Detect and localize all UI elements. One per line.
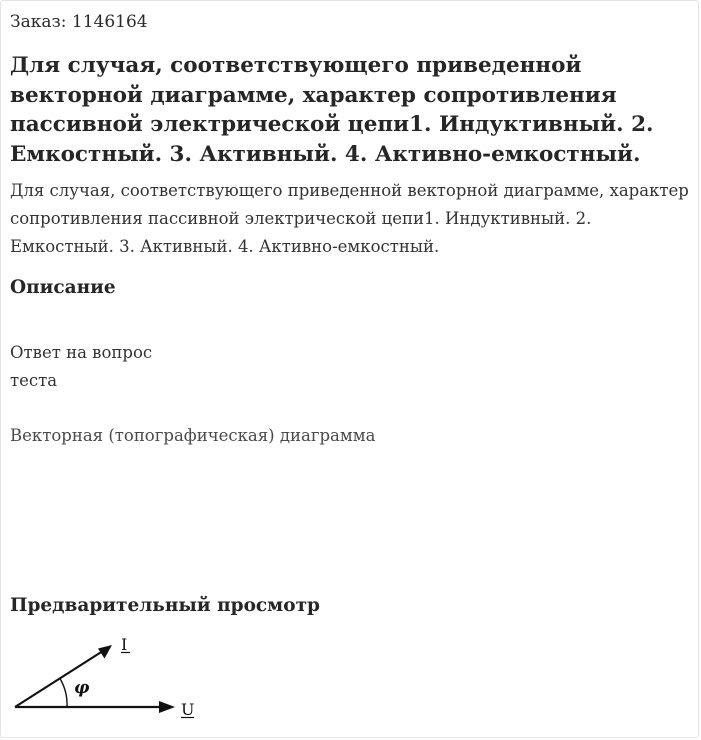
- voltage-arrowhead: [159, 701, 175, 713]
- vector-diagram-preview: [9, 629, 209, 729]
- vector-diagram-svg: [9, 629, 209, 729]
- description-heading: Описание: [10, 277, 116, 298]
- voltage-label: U: [181, 700, 195, 719]
- current-label: I: [121, 635, 128, 654]
- answer-line-1: Ответ на вопрос: [10, 343, 153, 362]
- vector-diagram-caption: Векторная (топографическая) диаграмма: [10, 426, 376, 445]
- preview-heading: Предварительный просмотр: [10, 595, 320, 616]
- phase-angle-label: φ: [74, 678, 90, 698]
- answer-line-2: теста: [10, 371, 58, 390]
- answer-text: [10, 339, 152, 395]
- current-vector: [15, 649, 106, 707]
- page-title: Для случая, соответствующего приведенной векторной диаграмме, характер сопротивления пассивной электрической цепи1. Индуктивный. 2. Емкостный. 3. Активный. 4. Активно-емкостный.: [10, 53, 654, 167]
- phase-angle-arc: [60, 679, 67, 708]
- order-number: Заказ: 1146164: [10, 12, 148, 32]
- description-text: Для случая, соответствующего приведенной векторной диаграмме, характер сопротивления пассивной электрической цепи1. Индуктивный. 2. Емкостный. 3. Активный. 4. Активно-емкостный.: [10, 181, 689, 256]
